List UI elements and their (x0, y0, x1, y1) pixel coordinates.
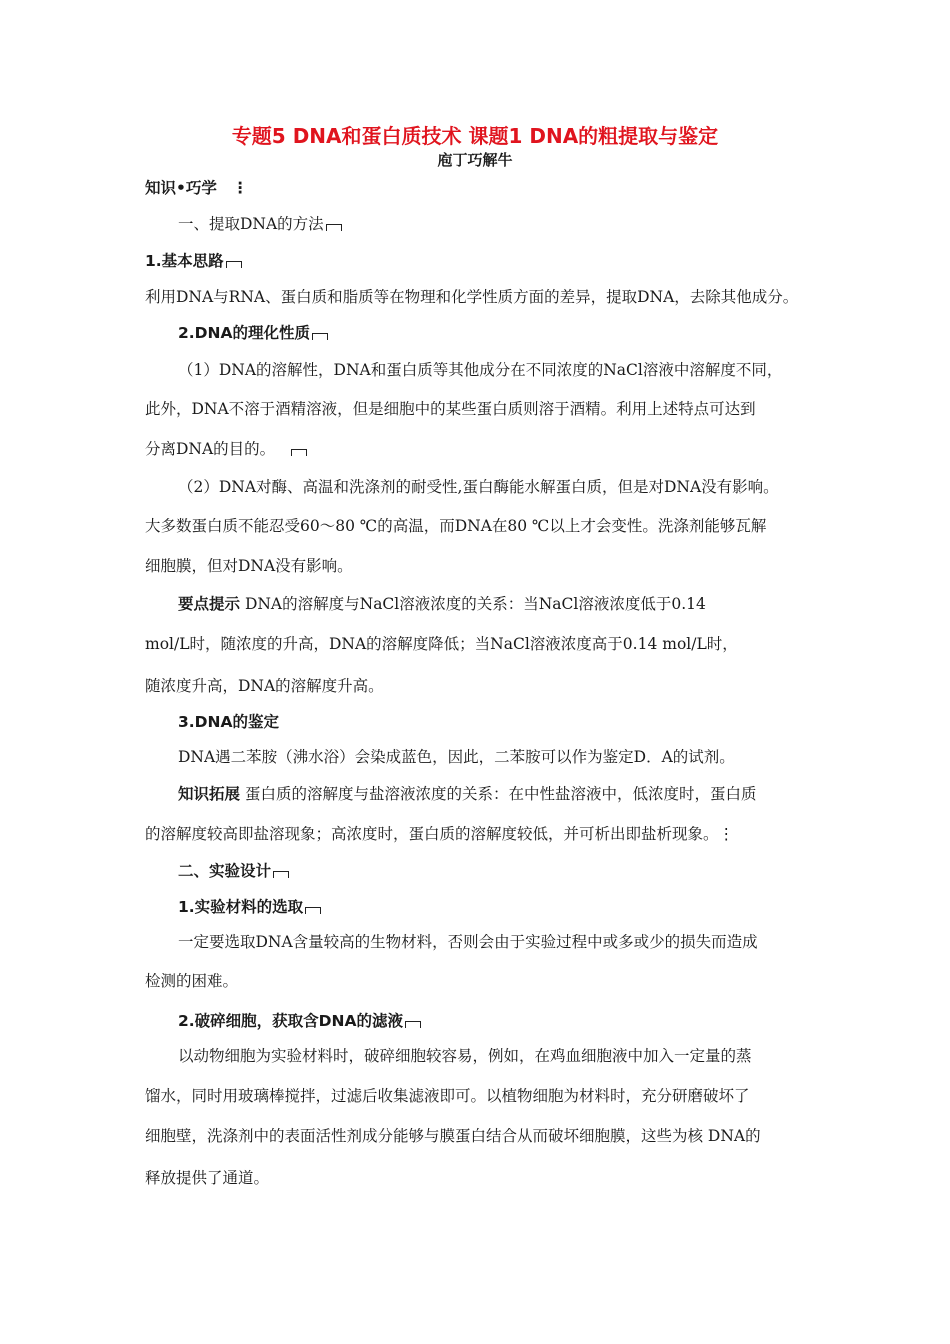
paragraph-line: 馏水，同时用玻璃棒搅拌，过滤后收集滤液即可。以植物细胞为材料时，充分研磨破坏了 (145, 1087, 750, 1105)
heading-text: 2.破碎细胞，获取含DNA的滤液 (178, 1012, 404, 1030)
paragraph-line: mol/L时，随浓度的升高，DNA的溶解度降低；当NaCl溶液浓度高于0.14 mol/L时， (145, 635, 738, 653)
bracket-mark-icon (312, 333, 328, 340)
bracket-mark-icon (273, 871, 289, 878)
paragraph-text: DNA的溶解度与NaCl溶液浓度的关系：当NaCl溶液浓度低于0.14 (240, 595, 706, 613)
extension-label: 知识拓展 (178, 785, 241, 803)
paragraph-text: 分离DNA的目的。 (145, 440, 276, 458)
paragraph-line: （2）DNA对酶、高温和洗涤剂的耐受性,蛋白酶能水解蛋白质，但是对DNA没有影响。 (178, 478, 779, 496)
heading-text: 一、提取DNA的方法 (178, 215, 324, 233)
paragraph-line: 细胞壁，洗涤剂中的表面活性剂成分能够与膜蛋白结合从而破坏细胞膜，这些为核 DNA的 (145, 1127, 761, 1145)
paragraph-line: 释放提供了通道。 (145, 1169, 270, 1187)
heading-text: 1.实验材料的选取 (178, 898, 304, 916)
heading (145, 250, 242, 272)
tip-label: 要点提示 (178, 595, 241, 613)
paragraph-line: 大多数蛋白质不能忍受60～80 ℃的高温，而DNA在80 ℃以上才会变性。洗涤剂能够瓦解 (145, 517, 767, 535)
bracket-mark-icon (291, 449, 307, 456)
bracket-mark-icon (405, 1021, 421, 1028)
doc-subtitle: 庖丁巧解牛 (437, 151, 513, 169)
heading (178, 896, 321, 918)
paragraph-line: 随浓度升高，DNA的溶解度升高。 (145, 677, 384, 695)
paragraph-line: DNA遇二苯胺（沸水浴）会染成蓝色，因此，二苯胺可以作为鉴定D．A的试剂。 (178, 748, 735, 766)
heading (178, 1010, 421, 1032)
paragraph-line: 此外，DNA不溶于酒精溶液，但是细胞中的某些蛋白质则溶于酒精。利用上述特点可达到 (145, 400, 756, 418)
heading: 3.DNA的鉴定 (178, 713, 280, 731)
paragraph-line: 利用DNA与RNA、蛋白质和脂质等在物理和化学性质方面的差异，提取DNA，去除其他成分。 (145, 288, 799, 306)
paragraph-line: 以动物细胞为实验材料时，破碎细胞较容易，例如，在鸡血细胞液中加入一定量的蒸 (178, 1047, 752, 1065)
paragraph-line (178, 783, 756, 805)
paragraph-line: 检测的困难。 (145, 972, 239, 990)
heading (178, 860, 289, 882)
heading-text: 二、实验设计 (178, 862, 272, 880)
paragraph-line: 一定要选取DNA含量较高的生物材料，否则会由于实验过程中或多或少的损失而造成 (178, 933, 758, 951)
paragraph-line: （1）DNA的溶解性，DNA和蛋白质等其他成分在不同浓度的NaCl溶液中溶解度不同， (178, 361, 783, 379)
paragraph-line: 细胞膜，但对DNA没有影响。 (145, 557, 353, 575)
heading-text: 1.基本思路 (145, 252, 224, 270)
paragraph-line (145, 438, 307, 460)
bracket-mark-icon (326, 224, 342, 231)
bracket-mark-icon (305, 907, 321, 914)
paragraph-line (178, 593, 706, 615)
paragraph-line: 的溶解度较高即盐溶现象；高浓度时，蛋白质的溶解度较低，并可析出即盐析现象。⋮ (145, 825, 735, 843)
doc-title: 专题5 DNA和蛋白质技术 课题1 DNA的粗提取与鉴定 (231, 124, 719, 148)
paragraph-text: 蛋白质的溶解度与盐溶液浓度的关系：在中性盐溶液中，低浓度时，蛋白质 (240, 785, 757, 803)
heading-text: 2.DNA的理化性质 (178, 324, 311, 342)
section-label: 知识•巧学 ⋮ (145, 179, 248, 197)
bracket-mark-icon (226, 261, 242, 268)
heading (178, 322, 328, 344)
heading (178, 213, 342, 235)
